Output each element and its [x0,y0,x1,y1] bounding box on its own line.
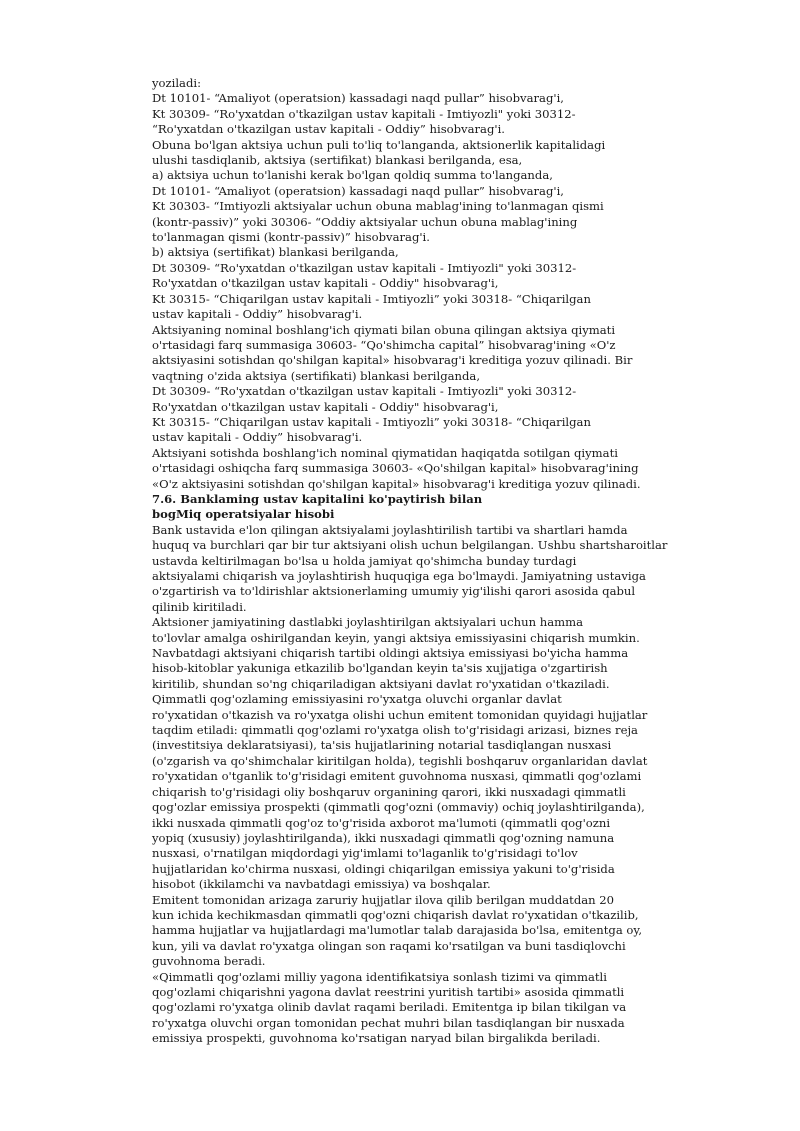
text-line: huquq va burchlari qar bir tur aktsiyani olish uchun belgilangan. Ushbu shartsharoitlar [152,538,668,553]
text-line: ustavda keltirilmagan bo'lsa u holda jamiyat qo'shimcha bunday turdagi [152,553,577,568]
text-line: hisob-kitoblar yakuniga etkazilib bo'lgandan keyin ta'sis xujjatiga o'zgartirish [152,661,608,676]
text-line: o'rtasidagi oshiqcha farq summasiga 30603- «Qo'shilgan kapital» hisobvarag'ining [152,461,639,476]
text-line: Dt 10101- “Amaliyot (operatsion) kassadagi naqd pullar” hisobvarag'i, [152,183,564,198]
text-line: qog'ozlami ro'yxatga olinib davlat raqami beriladi. Emitentga ip bilan tikilgan va [152,1000,627,1015]
text-line: ro'yxatidan o'tkazish va ro'yxatga olishi uchun emitent tomonidan quyidagi hujjatlar [152,707,648,722]
text-line: Kt 30315- “Chiqarilgan ustav kapitali - Imtiyozli” yoki 30318- “Chiqarilgan [152,414,591,429]
text-line: Kt 30309- “Ro'yxatdan o'tkazilgan ustav kapitali - Imtiyozli" yoki 30312- [152,106,576,121]
section-heading-line: bogMiq operatsiyalar hisobi [152,507,335,522]
document-page [152,76,668,1047]
text-line: Obuna bo'lgan aktsiya uchun puli to'liq to'langanda, aktsionerlik kapitalidagi [152,137,606,152]
text-line: a) aktsiya uchun to'lanishi kerak bo'lgan qoldiq summa to'langanda, [152,168,553,183]
text-line: ulushi tasdiqlanib, aktsiya (sertifikat) blankasi berilganda, esa, [152,153,523,168]
text-line: b) aktsiya (sertifikat) blankasi berilganda, [152,245,399,260]
text-line: Kt 30303- “Imtiyozli aktsiyalar uchun obuna mablag'ining to'lanmagan qismi [152,199,604,214]
text-line: vaqtning o'zida aktsiya (sertifikati) blankasi berilganda, [152,368,481,383]
text-line: «O'z aktsiyasini sotishdan qo'shilgan kapital» hisobvarag'i kreditiga yozuv qilinadi. [152,476,641,491]
text-line: Dt 30309- “Ro'yxatdan o'tkazilgan ustav kapitali - Imtiyozli" yoki 30312- [152,260,577,275]
text-line: hujjatlaridan ko'chirma nusxasi, oldingi chiqarilgan emissiya yakuni to'g'risida [152,861,615,876]
text-line: Ro'yxatdan o'tkazilgan ustav kapitali - Oddiy" hisobvarag'i, [152,276,499,291]
text-line: Aktsioner jamiyatining dastlabki joylashtirilgan aktsiyalari uchun hamma [152,615,584,630]
text-line: Navbatdagi aktsiyani chiqarish tartibi oldingi aktsiya emissiyasi bo'yicha hamma [152,646,629,661]
text-line: Aktsiyani sotishda boshlang'ich nominal qiymatidan haqiqatda sotilgan qiymati [152,445,618,460]
text-line: emissiya prospekti, guvohnoma ko'rsatigan naryad bilan birgalikda beriladi. [152,1031,601,1046]
text-line: Ro'yxatdan o'tkazilgan ustav kapitali - Oddiy" hisobvarag'i, [152,399,499,414]
text-line: kun ichida kechikmasdan qimmatli qog'ozni chiqarish davlat ro'yxatidan o'tkazilib, [152,907,639,922]
text-line: Bank ustavida e'lon qilingan aktsiyalami joylashtirilish tartibi va shartlari hamda [152,522,628,537]
text-line: to'lanmagan qismi (kontr-passiv)” hisobvarag'i. [152,230,430,245]
text-line: ustav kapitali - Oddiy” hisobvarag'i. [152,430,363,445]
text-line: ustav kapitali - Oddiy” hisobvarag'i. [152,307,363,322]
text-line: hisobot (ikkilamchi va navbatdagi emissiya) va boshqalar. [152,877,491,892]
text-line: yoziladi: [152,76,202,90]
text-line: ro'yxatga oluvchi organ tomonidan pechat muhri bilan tasdiqlangan bir nusxada [152,1015,625,1030]
text-line: “Ro'yxatdan o'tkazilgan ustav kapitali - Oddiy” hisobvarag'i. [152,122,505,137]
text-line: kun, yili va davlat ro'yxatga olingan son raqami ko'rsatilgan va buni tasdiqlovchi [152,938,626,953]
text-line: ikki nusxada qimmatli qog'oz to'g'risida axborot ma'lumoti (qimmatli qog'ozni [152,815,611,830]
section-heading-line: 7.6. Banklaming ustav kapitalini ko'paytirish bilan [152,491,483,506]
text-line: Dt 30309- “Ro'yxatdan o'tkazilgan ustav kapitali - Imtiyozli" yoki 30312- [152,384,577,399]
text-line: o'zgartirish va to'ldirishlar aktsionerlaming umumiy yig'ilishi qarori asosida qabul [152,584,636,599]
text-line: qog'ozlar emissiya prospekti (qimmatli qog'ozni (ommaviy) ochiq joylashtirilganda), [152,800,645,815]
text-line: (o'zgarish va qo'shimchalar kiritilgan holda), tegishli boshqaruv organlaridan davlat [152,753,648,768]
text-line: guvohnoma beradi. [152,954,266,969]
text-line: nusxasi, o'rnatilgan miqdordagi yig'imlami to'laganlik to'g'risidagi to'lov [152,846,578,861]
text-line: Qimmatli qog'ozlaming emissiyasini ro'yxatga oluvchi organlar davlat [152,692,562,707]
text-line: «Qimmatli qog'ozlami milliy yagona identifikatsiya sonlash tizimi va qimmatli [152,969,607,984]
text-line: Kt 30315- “Chiqarilgan ustav kapitali - Imtiyozli” yoki 30318- “Chiqarilgan [152,291,591,306]
text-line: taqdim etiladi: qimmatli qog'ozlami ro'yxatga olish to'g'risidagi arizasi, biznes reja [152,723,638,738]
text-line: o'rtasidagi farq summasiga 30603- “Qo'shimcha capital” hisobvarag'ining «O'z [152,337,616,352]
text-line: Dt 10101- “Amaliyot (operatsion) kassadagi naqd pullar” hisobvarag'i, [152,91,564,106]
text-line: yopiq (xususiy) joylashtirilganda), ikki nusxadagi qimmatli qog'ozning namuna [152,830,615,845]
text-line: Emitent tomonidan arizaga zaruriy hujjatlar ilova qilib berilgan muddatdan 20 [152,892,615,907]
text-line: (kontr-passiv)” yoki 30306- “Oddiy aktsiyalar uchun obuna mablag'ining [152,214,578,229]
text-line: qog'ozlami chiqarishni yagona davlat reestrini yuritish tartibi» asosida qimmatli [152,984,625,999]
text-line: qilinib kiritiladi. [152,599,247,614]
text-line: (investitsiya deklaratsiyasi), ta'sis hujjatlarining notarial tasdiqlangan nusxasi [152,738,612,753]
text-line: ro'yxatidan o'tganlik to'g'risidagi emitent guvohnoma nusxasi, qimmatli qog'ozlami [152,769,642,784]
text-line: Aktsiyaning nominal boshlang'ich qiymati bilan obuna qilingan aktsiya qiymati [152,322,616,337]
text-line: aktsiyalami chiqarish va joylashtirish huquqiga ega bo'lmaydi. Jamiyatning ustaviga [152,569,646,583]
text-line: to'lovlar amalga oshirilgandan keyin, yangi aktsiya emissiyasini chiqarish mumkin. [152,630,640,645]
text-line: chiqarish to'g'risidagi oliy boshqaruv organining qarori, ikki nusxadagi qimmatli [152,784,626,799]
text-line: kiritilib, shundan so'ng chiqariladigan aktsiyani davlat ro'yxatidan o'tkaziladi. [152,676,610,691]
text-line: hamma hujjatlar va hujjatlardagi ma'lumotlar talab darajasida bo'lsa, emitentga oy, [152,923,643,938]
text-line: aktsiyasini sotishdan qo'shilgan kapital» hisobvarag'i kreditiga yozuv qilinadi. Bir [152,353,633,368]
